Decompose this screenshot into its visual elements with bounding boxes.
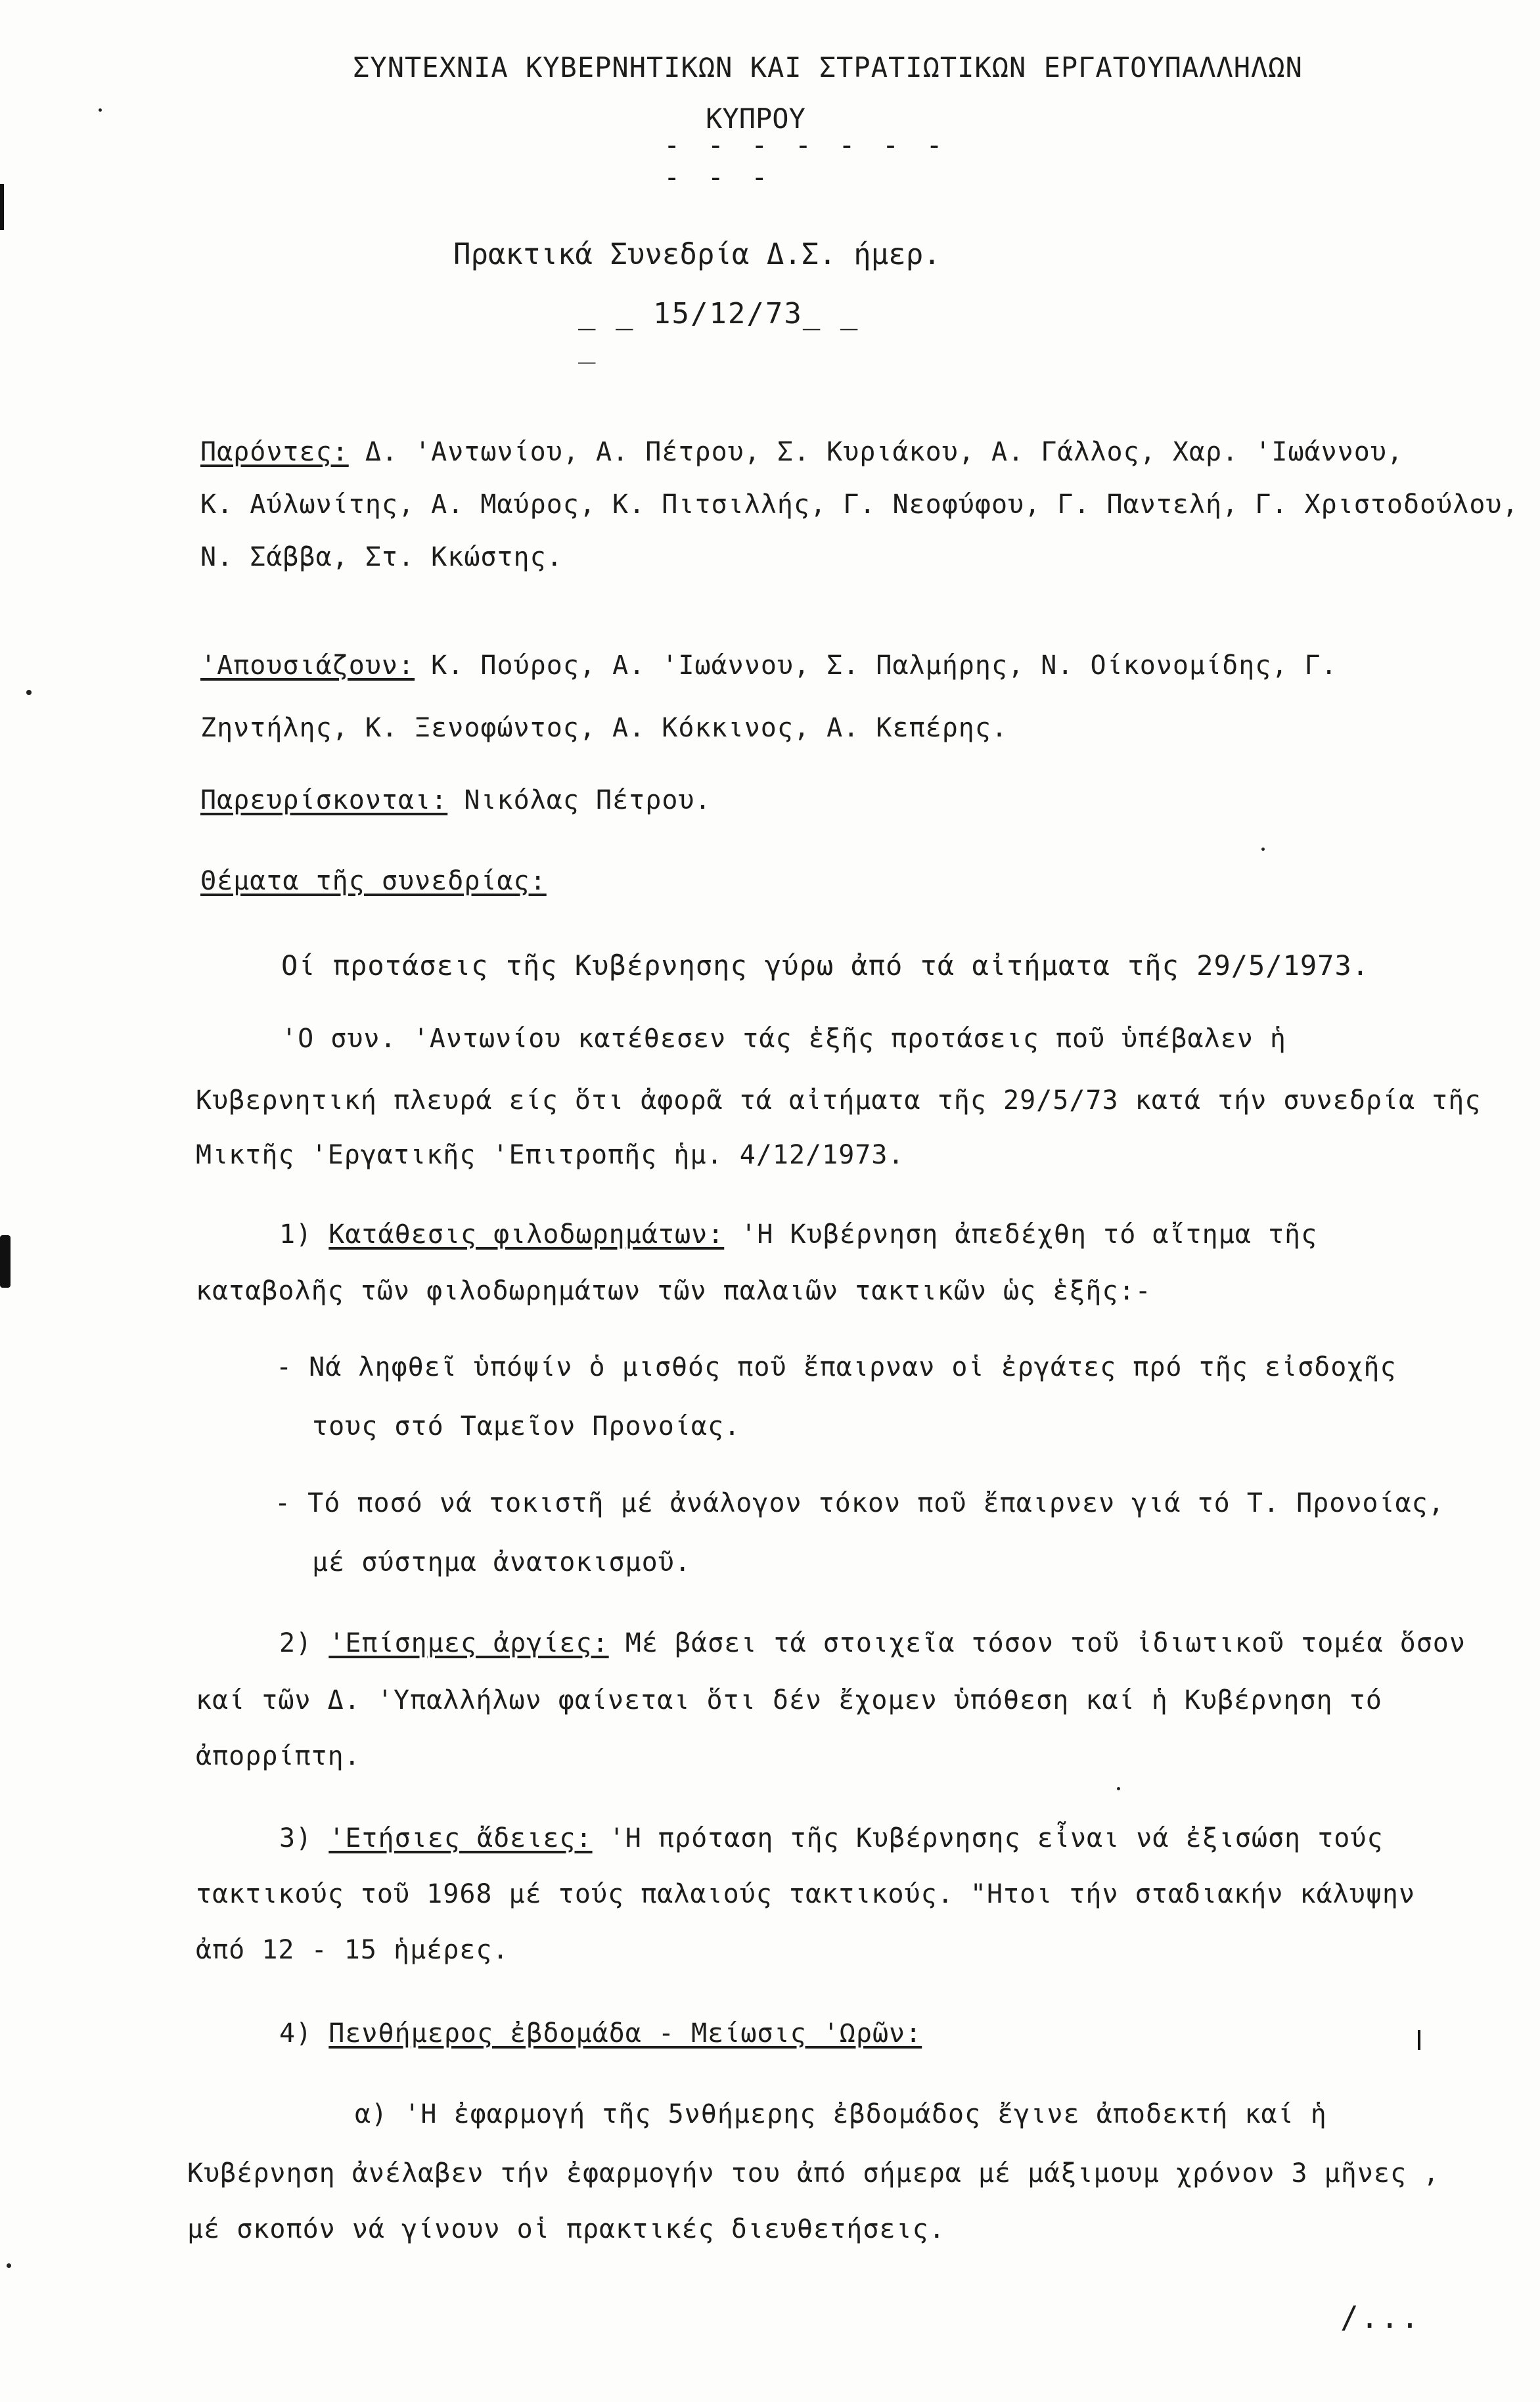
also-present-line	[200, 785, 712, 815]
item-1-line-2: καταβολῆς τῶν φιλοδωρημάτων τῶν παλαιῶν τακτικῶν ὡς ἑξῆς:-	[196, 1276, 1152, 1306]
scan-speck	[26, 690, 32, 695]
item-4a-label: α)	[355, 2099, 388, 2129]
item-2-line-2: καί τῶν Δ. 'Υπαλλήλων φαίνεται ὅτι δέν ἔχομεν ὑπόθεση καί ἡ Κυβέρνηση τό	[196, 1685, 1382, 1715]
item-4a-line-3: μέ σκοπόν νά γίνουν οἱ πρακτικές διευθετήσεις.	[187, 2214, 945, 2244]
item-3-line-1	[279, 1823, 1384, 1853]
continuation-mark: /...	[1340, 2300, 1421, 2335]
item-1-line-1	[279, 1219, 1317, 1250]
present-text: Δ. 'Αντωνίου, Α. Πέτρου, Σ. Κυριάκου, Α. Γάλλος, Χαρ. 'Ιωάννου,	[365, 437, 1404, 467]
item-1-label: Κατάθεσις φιλοδωρημάτων:	[328, 1219, 725, 1250]
scan-edge-mark	[0, 184, 4, 230]
scan-speck	[7, 2263, 11, 2268]
item-4-line-1	[279, 2018, 922, 2049]
item-3-line-3: ἀπό 12 - 15 ἡμέρες.	[196, 1935, 509, 1965]
agenda-label: Θέματα τῆς συνεδρίας:	[200, 866, 547, 896]
scan-speck	[1117, 1787, 1120, 1790]
header-divider: - - - - - - - - - -	[664, 129, 948, 193]
item-1-number: 1)	[279, 1219, 313, 1250]
item-1-text: 'Η Κυβέρνηση ἀπεδέχθη τό αἴτημα τῆς	[740, 1219, 1318, 1250]
item-3-line-2: τακτικούς τοῦ 1968 μέ τούς παλαιούς τακτικούς. "Ητοι τήν σταδιακήν κάλυψην	[196, 1879, 1416, 1909]
item-3-number: 3)	[279, 1823, 313, 1853]
item-2-line-3: ἀπορρίπτη.	[196, 1741, 361, 1771]
item-4a-line-2: Κυβέρνηση ἀνέλαβεν τήν ἐφαρμογήν του ἀπό σήμερα μέ μάξιμουμ χρόνον 3 μῆνες ,	[187, 2158, 1440, 2188]
present-label: Παρόντες:	[200, 437, 349, 467]
item-1-bullet-2-line-2: μέ σύστημα ἀνατοκισμοῦ.	[312, 1547, 691, 1577]
present-line-3: Ν. Σάββα, Στ. Κκώστης.	[200, 542, 563, 572]
absent-text: Κ. Πούρος, Α. 'Ιωάννου, Σ. Παλμήρης, Ν. Οίκονομίδης, Γ.	[431, 650, 1338, 681]
minutes-title: Πρακτικά Συνεδρία Δ.Σ. ήμερ.	[453, 238, 941, 271]
intro-line-3: Μικτῆς 'Εργατικῆς 'Επιτροπῆς ἡμ. 4/12/1973.	[196, 1140, 905, 1170]
country-header: ΚΥΠΡΟΥ	[706, 102, 805, 135]
item-2-line-1	[279, 1628, 1466, 1658]
absent-line-1	[200, 650, 1338, 681]
intro-line-2: Κυβερνητική πλευρά είς ὅτι ἀφορᾶ τά αἰτήματα τῆς 29/5/73 κατά τήν συνεδρία τῆς	[196, 1085, 1482, 1116]
item-3-label: 'Ετήσιες ἄδειες:	[328, 1823, 593, 1853]
scan-tick-mark	[1418, 2030, 1420, 2050]
item-4a-line-1	[355, 2099, 1327, 2129]
item-1-bullet-1-line-2: τους στό Ταμεῖον Προνοίας.	[312, 1411, 741, 1441]
intro-line-1: 'Ο συν. 'Αντωνίου κατέθεσεν τάς ἑξῆς προτάσεις ποῦ ὑπέβαλεν ἡ	[281, 1024, 1287, 1054]
agenda-item: Οί προτάσεις τῆς Κυβέρνησης γύρω ἀπό τά αἰτήματα τῆς 29/5/1973.	[281, 949, 1370, 982]
absent-label: 'Απουσιάζουν:	[200, 650, 415, 681]
scan-edge-blot	[0, 1235, 11, 1288]
present-line-2: Κ. Αύλωνίτης, Α. Μαύρος, Κ. Πιτσιλλής, Γ. Νεοφύφου, Γ. Παντελή, Γ. Χριστοδούλου,	[200, 489, 1519, 520]
item-2-text: Μέ βάσει τά στοιχεῖα τόσον τοῦ ἰδιωτικοῦ τομέα ὅσον	[625, 1628, 1466, 1658]
absent-line-2: Ζηντήλης, Κ. Ξενοφώντος, Α. Κόκκινος, Α. Κεπέρης.	[200, 713, 1008, 743]
item-1-bullet-1-line-1: - Νά ληφθεῖ ὑπόψίν ὁ μισθός ποῦ ἔπαιρναν οἱ ἐργάτες πρό τῆς εἰσδοχῆς	[276, 1352, 1397, 1382]
item-2-number: 2)	[279, 1628, 313, 1658]
item-2-label: 'Επίσημες ἀργίες:	[328, 1628, 609, 1658]
scan-speck	[99, 108, 102, 112]
also-present-label: Παρευρίσκονται:	[200, 785, 448, 815]
minutes-date: _ _ 15/12/73_ _ _	[578, 297, 859, 364]
item-4-label: Πενθήμερος ἐβδομάδα - Μείωσις 'Ωρῶν:	[328, 2018, 922, 2049]
item-4-number: 4)	[279, 2018, 313, 2049]
item-3-text: 'Η πρόταση τῆς Κυβέρνησης εἶναι νά ἐξισώση τούς	[608, 1823, 1384, 1853]
present-line-1	[200, 437, 1403, 467]
item-4a-text: 'Η ἐφαρμογή τῆς 5νθήμερης ἐβδομάδος ἔγινε ἀποδεκτή καί ἡ	[404, 2099, 1327, 2129]
also-present-text: Νικόλας Πέτρου.	[464, 785, 712, 815]
organization-header: ΣΥΝΤΕΧΝΙΑ ΚΥΒΕΡΝΗΤΙΚΩΝ ΚΑΙ ΣΤΡΑΤΙΩΤΙΚΩΝ ΕΡΓΑΤΟΥΠΑΛΛΗΛΩΝ	[353, 51, 1303, 83]
item-1-bullet-2-line-1: - Τό ποσό νά τοκιστῆ μέ ἀνάλογον τόκον ποῦ ἔπαιρνεν γιά τό Τ. Προνοίας,	[275, 1488, 1445, 1518]
scan-speck	[1261, 848, 1265, 851]
